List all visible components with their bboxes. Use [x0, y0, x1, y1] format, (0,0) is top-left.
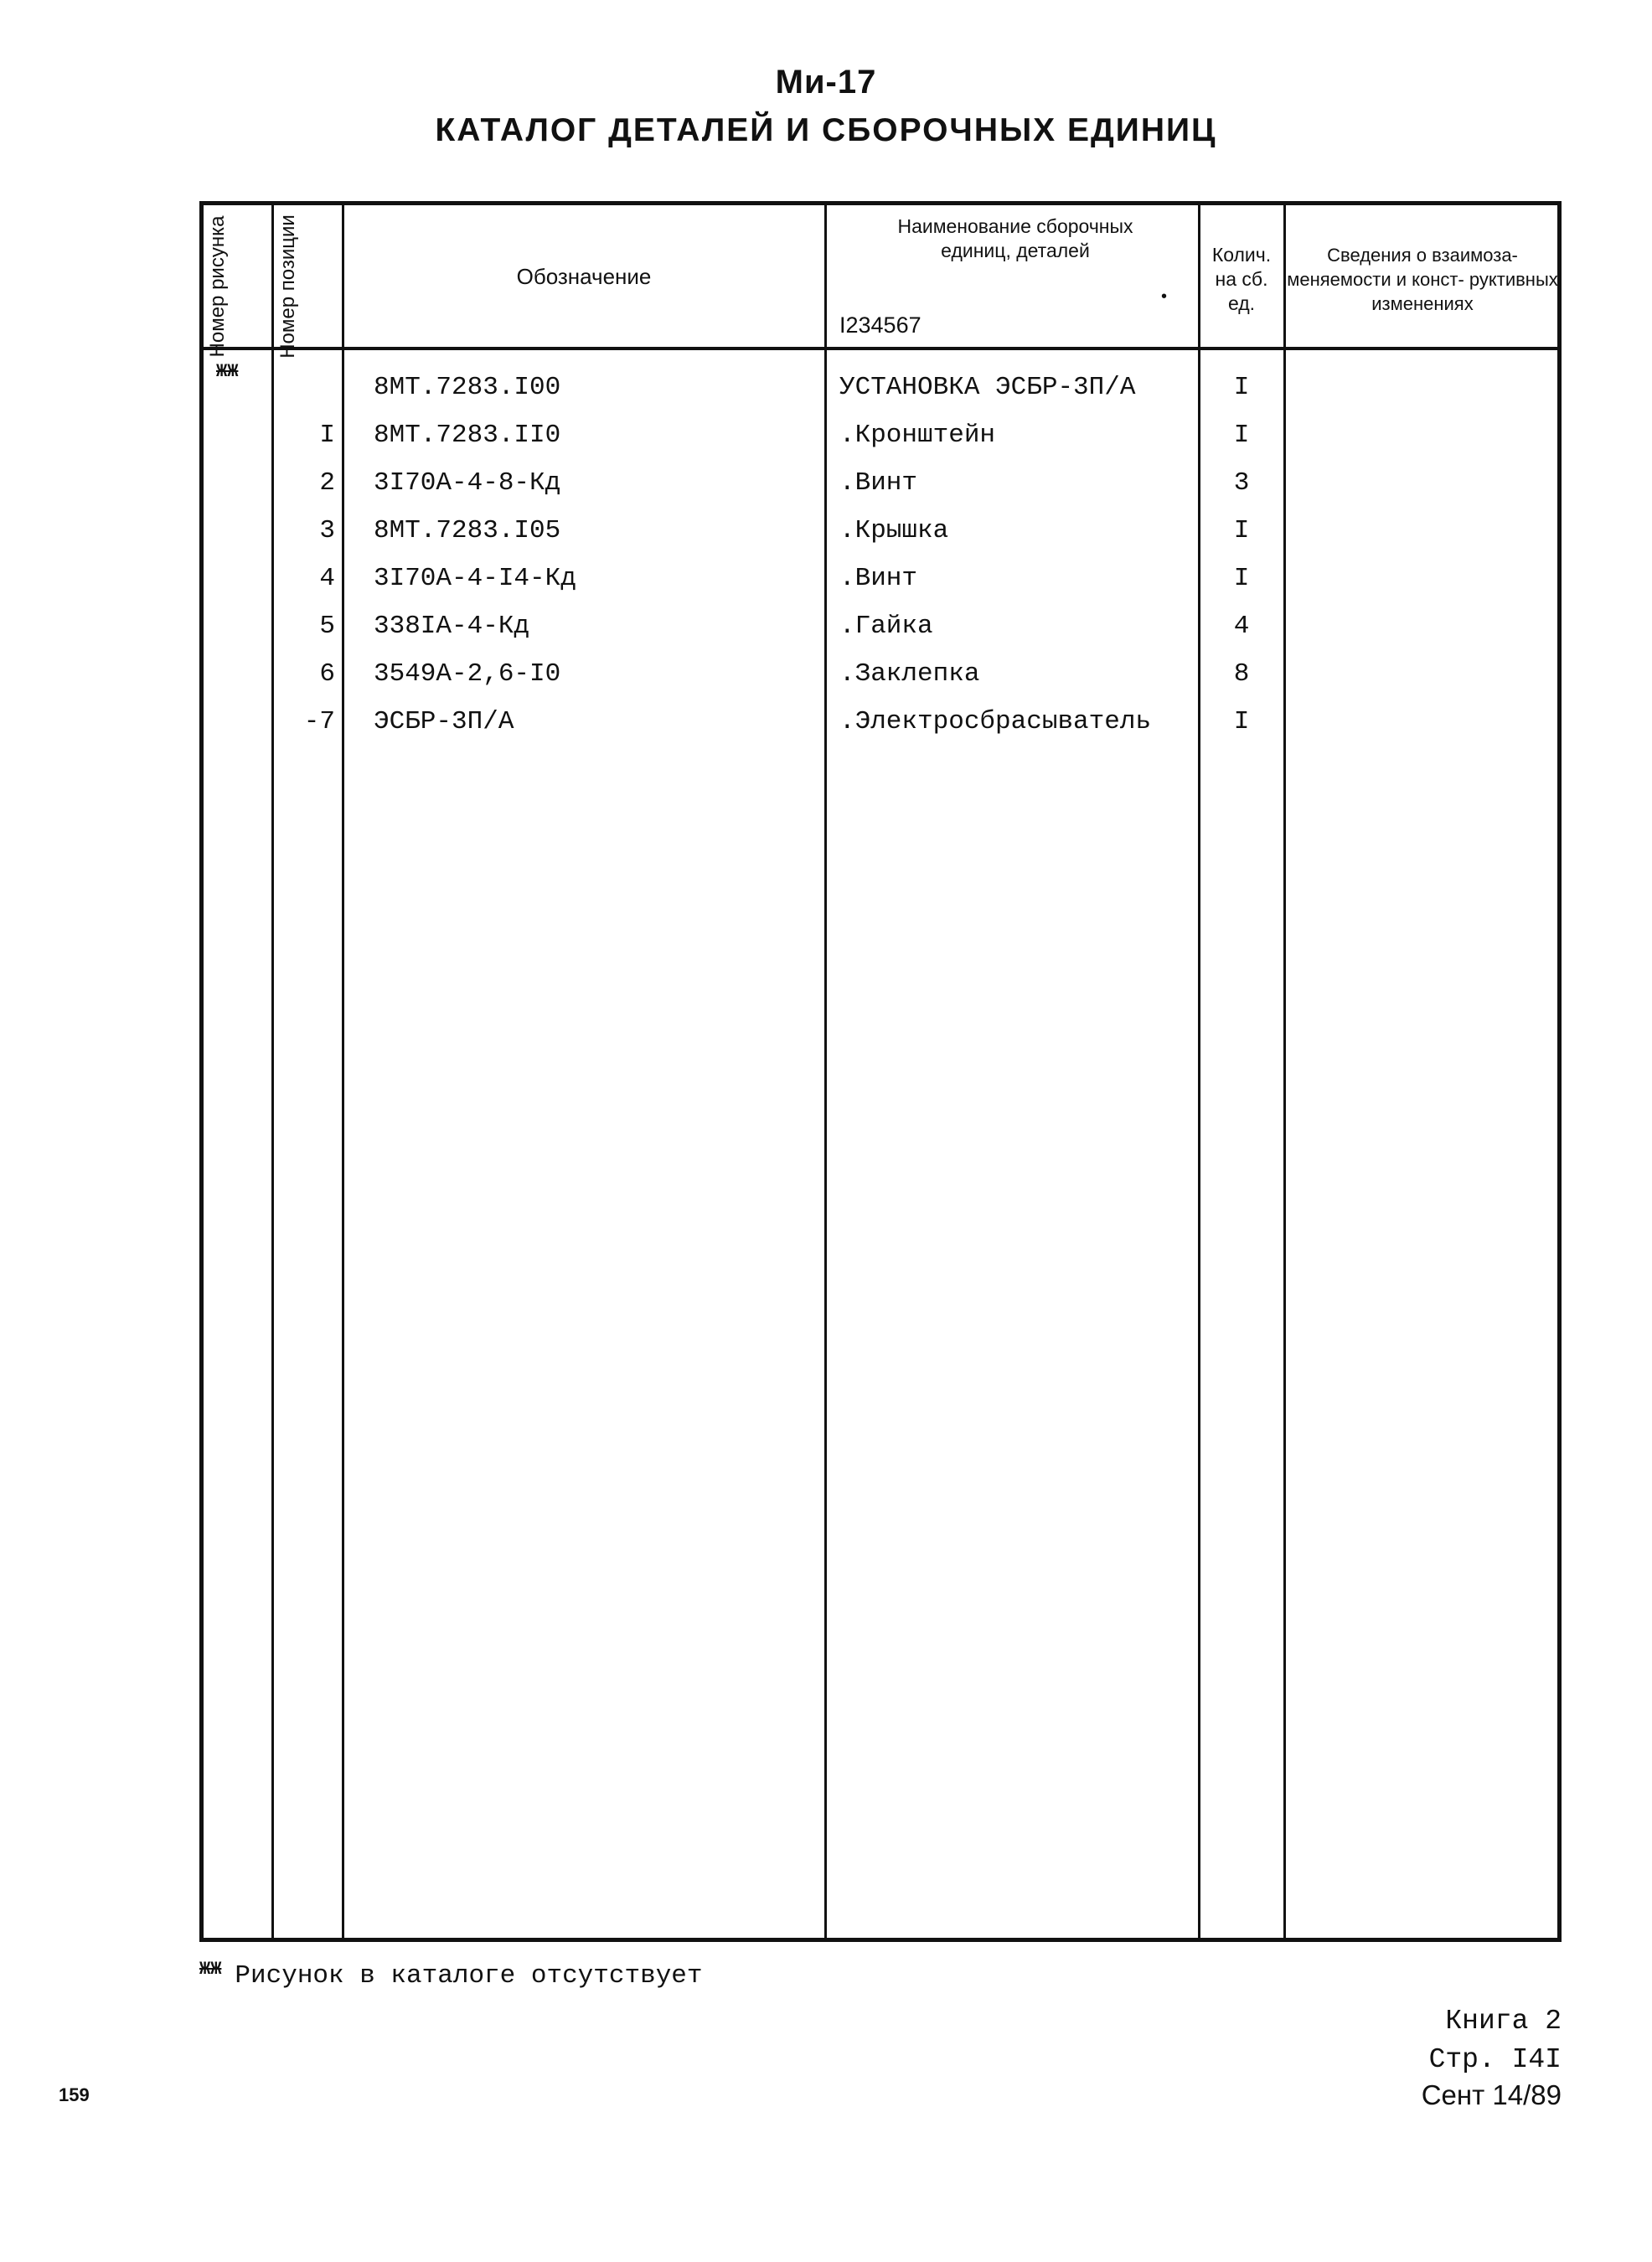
row-quantity: I	[1233, 373, 1250, 402]
row-name: .Винт	[839, 564, 918, 593]
row-designation: 8МТ.7283.I00	[374, 373, 561, 402]
header-name-code: I234567	[839, 312, 922, 338]
row-name: .Кронштейн	[839, 421, 996, 450]
figure-mark: ЖЖ	[216, 361, 239, 382]
aircraft-title: Ми-17	[775, 64, 877, 101]
row-name: .Гайка	[839, 612, 933, 641]
row-quantity: 4	[1233, 612, 1250, 641]
footnote-text: Рисунок в каталоге отсутствует	[235, 1961, 703, 1991]
header-quantity: Колич. на сб. ед.	[1211, 244, 1272, 314]
header-figure-number: Номер рисунка	[206, 215, 229, 358]
row-position: 3	[319, 516, 335, 545]
header-dot: •	[1161, 287, 1168, 306]
row-quantity: 8	[1233, 659, 1250, 689]
row-position: 4	[319, 564, 335, 593]
row-quantity: I	[1233, 707, 1250, 736]
page-number: 159	[59, 2084, 90, 2105]
header-name: Наименование сборочных единиц, деталей	[897, 215, 1133, 261]
catalog-title: КАТАЛОГ ДЕТАЛЕЙ И СБОРОЧНЫХ ЕДИНИЦ	[435, 112, 1217, 148]
row-designation: 3I70А-4-I4-Кд	[374, 564, 576, 593]
row-name: .Заклепка	[839, 659, 980, 689]
header-divider	[199, 347, 1562, 350]
row-designation: ЭСБР-3П/А	[374, 707, 514, 736]
row-name: .Электросбрасыватель	[839, 707, 1152, 736]
header-designation: Обозначение	[516, 264, 652, 289]
row-designation: 8МТ.7283.II0	[374, 421, 561, 450]
header-position-number: Номер позиции	[276, 214, 299, 359]
row-position: 6	[319, 659, 335, 689]
row-quantity: I	[1233, 564, 1250, 593]
row-designation: 8МТ.7283.I05	[374, 516, 561, 545]
column-divider	[342, 201, 344, 1942]
column-divider	[1198, 201, 1200, 1942]
row-position: 5	[319, 612, 335, 641]
footnote	[199, 1959, 703, 1991]
row-name: УСТАНОВКА ЭСБР-3П/А	[839, 373, 1136, 402]
row-quantity: I	[1233, 421, 1250, 450]
page-label: Стр. I4I	[1428, 2044, 1562, 2075]
row-designation: 3549А-2,6-I0	[374, 659, 561, 689]
column-divider	[824, 201, 827, 1942]
row-designation: 338IА-4-Кд	[374, 612, 530, 641]
row-quantity: 3	[1233, 468, 1250, 498]
row-name: .Крышка	[839, 516, 949, 545]
revision-date: Сент 14/89	[1421, 2079, 1562, 2110]
row-position: 2	[319, 468, 335, 498]
row-quantity: I	[1233, 516, 1250, 545]
row-name: .Винт	[839, 468, 918, 498]
table-frame	[199, 201, 1562, 1942]
row-designation: 3I70А-4-8-Кд	[374, 468, 561, 498]
book-label: Книга 2	[1445, 2006, 1562, 2037]
column-divider	[271, 201, 274, 1942]
row-position: -7	[303, 707, 335, 736]
column-divider	[1283, 201, 1286, 1942]
header-interchangeability: Сведения о взаимоза- меняемости и конст- руктивных изменениях	[1287, 245, 1558, 314]
footnote-mark: ЖЖ	[199, 1959, 222, 1980]
row-position: I	[319, 421, 335, 450]
